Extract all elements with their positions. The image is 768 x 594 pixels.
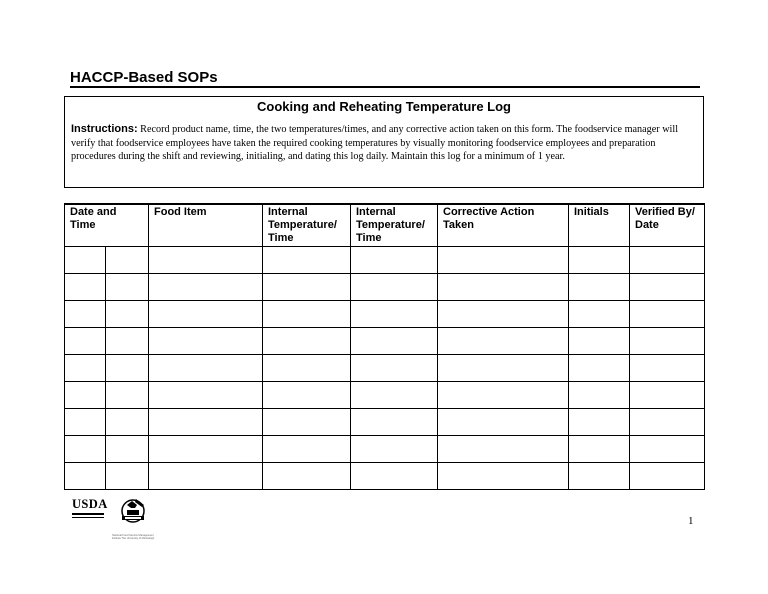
cell-time[interactable] (106, 463, 149, 490)
table-row (65, 274, 705, 301)
cell-internal-temp-2[interactable] (351, 382, 438, 409)
instructions-body: Record product name, time, the two temperatures/times, and any corrective action taken on this form. The foodservice manager will verify that foodservice employees have taken the required cooking temperatures by visually monitoring foodservice employees and preparation procedures during the shift and reviewing, initialing, and dating this log daily. Maintain this log for a minimum of 1 year. (71, 124, 679, 163)
cell-initials[interactable] (569, 382, 630, 409)
cell-time[interactable] (106, 382, 149, 409)
cell-corrective-action[interactable] (438, 382, 569, 409)
cell-internal-temp-1[interactable] (263, 382, 351, 409)
cell-food-item[interactable] (149, 301, 263, 328)
cell-initials[interactable] (569, 409, 630, 436)
cell-date[interactable] (65, 328, 106, 355)
nfsmi-emblem-icon (108, 495, 158, 529)
cell-food-item[interactable] (149, 328, 263, 355)
cell-verified-by[interactable] (630, 301, 705, 328)
cell-food-item[interactable] (149, 382, 263, 409)
cell-corrective-action[interactable] (438, 274, 569, 301)
col-header-initials: Initials (569, 204, 630, 247)
cell-internal-temp-1[interactable] (263, 463, 351, 490)
cell-food-item[interactable] (149, 436, 263, 463)
table-body (65, 247, 705, 490)
usda-logo-bar-thin (72, 517, 104, 518)
cell-initials[interactable] (569, 355, 630, 382)
cell-food-item[interactable] (149, 463, 263, 490)
cell-food-item[interactable] (149, 355, 263, 382)
cell-internal-temp-2[interactable] (351, 409, 438, 436)
cell-initials[interactable] (569, 247, 630, 274)
usda-logo (72, 497, 108, 518)
cell-verified-by[interactable] (630, 274, 705, 301)
cell-time[interactable] (106, 247, 149, 274)
temperature-log-table (64, 203, 705, 490)
cell-internal-temp-1[interactable] (263, 301, 351, 328)
instructions-box (64, 96, 704, 188)
cell-verified-by[interactable] (630, 355, 705, 382)
cell-internal-temp-1[interactable] (263, 247, 351, 274)
cell-internal-temp-1[interactable] (263, 409, 351, 436)
cell-corrective-action[interactable] (438, 436, 569, 463)
cell-verified-by[interactable] (630, 328, 705, 355)
col-header-date-time: Date and Time (65, 204, 149, 247)
table-header-row (65, 204, 705, 247)
cell-internal-temp-1[interactable] (263, 436, 351, 463)
header-rule (70, 86, 700, 88)
col-header-corrective-action: Corrective Action Taken (438, 204, 569, 247)
page-number: 1 (688, 515, 694, 527)
cell-initials[interactable] (569, 436, 630, 463)
cell-corrective-action[interactable] (438, 409, 569, 436)
cell-internal-temp-2[interactable] (351, 247, 438, 274)
nfsmi-logo-caption: National Food Service Management Institute The University of Mississippi (111, 534, 155, 540)
cell-food-item[interactable] (149, 274, 263, 301)
table-row (65, 463, 705, 490)
col-header-verified-by: Verified By/ Date (630, 204, 705, 247)
cell-date[interactable] (65, 436, 106, 463)
cell-date[interactable] (65, 463, 106, 490)
table-row (65, 382, 705, 409)
table-row (65, 409, 705, 436)
cell-internal-temp-1[interactable] (263, 355, 351, 382)
cell-internal-temp-2[interactable] (351, 328, 438, 355)
cell-time[interactable] (106, 436, 149, 463)
cell-verified-by[interactable] (630, 382, 705, 409)
cell-internal-temp-2[interactable] (351, 436, 438, 463)
table-row (65, 247, 705, 274)
cell-time[interactable] (106, 355, 149, 382)
cell-verified-by[interactable] (630, 247, 705, 274)
table-row (65, 355, 705, 382)
usda-logo-bar (72, 513, 104, 515)
cell-food-item[interactable] (149, 409, 263, 436)
cell-corrective-action[interactable] (438, 355, 569, 382)
cell-initials[interactable] (569, 328, 630, 355)
cell-food-item[interactable] (149, 247, 263, 274)
cell-time[interactable] (106, 301, 149, 328)
nfsmi-logo (108, 495, 158, 540)
col-header-internal-temp-2: Internal Temperature/ Time (351, 204, 438, 247)
cell-initials[interactable] (569, 463, 630, 490)
cell-corrective-action[interactable] (438, 328, 569, 355)
table-row (65, 328, 705, 355)
cell-initials[interactable] (569, 301, 630, 328)
page-header-title: HACCP-Based SOPs (70, 69, 218, 86)
cell-time[interactable] (106, 328, 149, 355)
cell-date[interactable] (65, 274, 106, 301)
cell-date[interactable] (65, 247, 106, 274)
cell-internal-temp-2[interactable] (351, 301, 438, 328)
col-header-food-item: Food Item (149, 204, 263, 247)
cell-initials[interactable] (569, 274, 630, 301)
instructions-label: Instructions: (71, 123, 138, 135)
table-row (65, 301, 705, 328)
instructions-text-block (71, 123, 695, 164)
usda-logo-text: USDA (72, 497, 108, 511)
cell-corrective-action[interactable] (438, 247, 569, 274)
cell-internal-temp-1[interactable] (263, 274, 351, 301)
cell-date[interactable] (65, 355, 106, 382)
cell-internal-temp-1[interactable] (263, 328, 351, 355)
cell-date[interactable] (65, 301, 106, 328)
cell-verified-by[interactable] (630, 463, 705, 490)
form-title: Cooking and Reheating Temperature Log (256, 99, 511, 114)
cell-date[interactable] (65, 409, 106, 436)
cell-corrective-action[interactable] (438, 301, 569, 328)
cell-time[interactable] (106, 274, 149, 301)
cell-verified-by[interactable] (630, 409, 705, 436)
cell-internal-temp-2[interactable] (351, 463, 438, 490)
cell-time[interactable] (106, 409, 149, 436)
cell-internal-temp-2[interactable] (351, 355, 438, 382)
cell-date[interactable] (65, 382, 106, 409)
col-header-internal-temp-1: Internal Temperature/ Time (263, 204, 351, 247)
cell-internal-temp-2[interactable] (351, 274, 438, 301)
cell-corrective-action[interactable] (438, 463, 569, 490)
cell-verified-by[interactable] (630, 436, 705, 463)
table-row (65, 436, 705, 463)
